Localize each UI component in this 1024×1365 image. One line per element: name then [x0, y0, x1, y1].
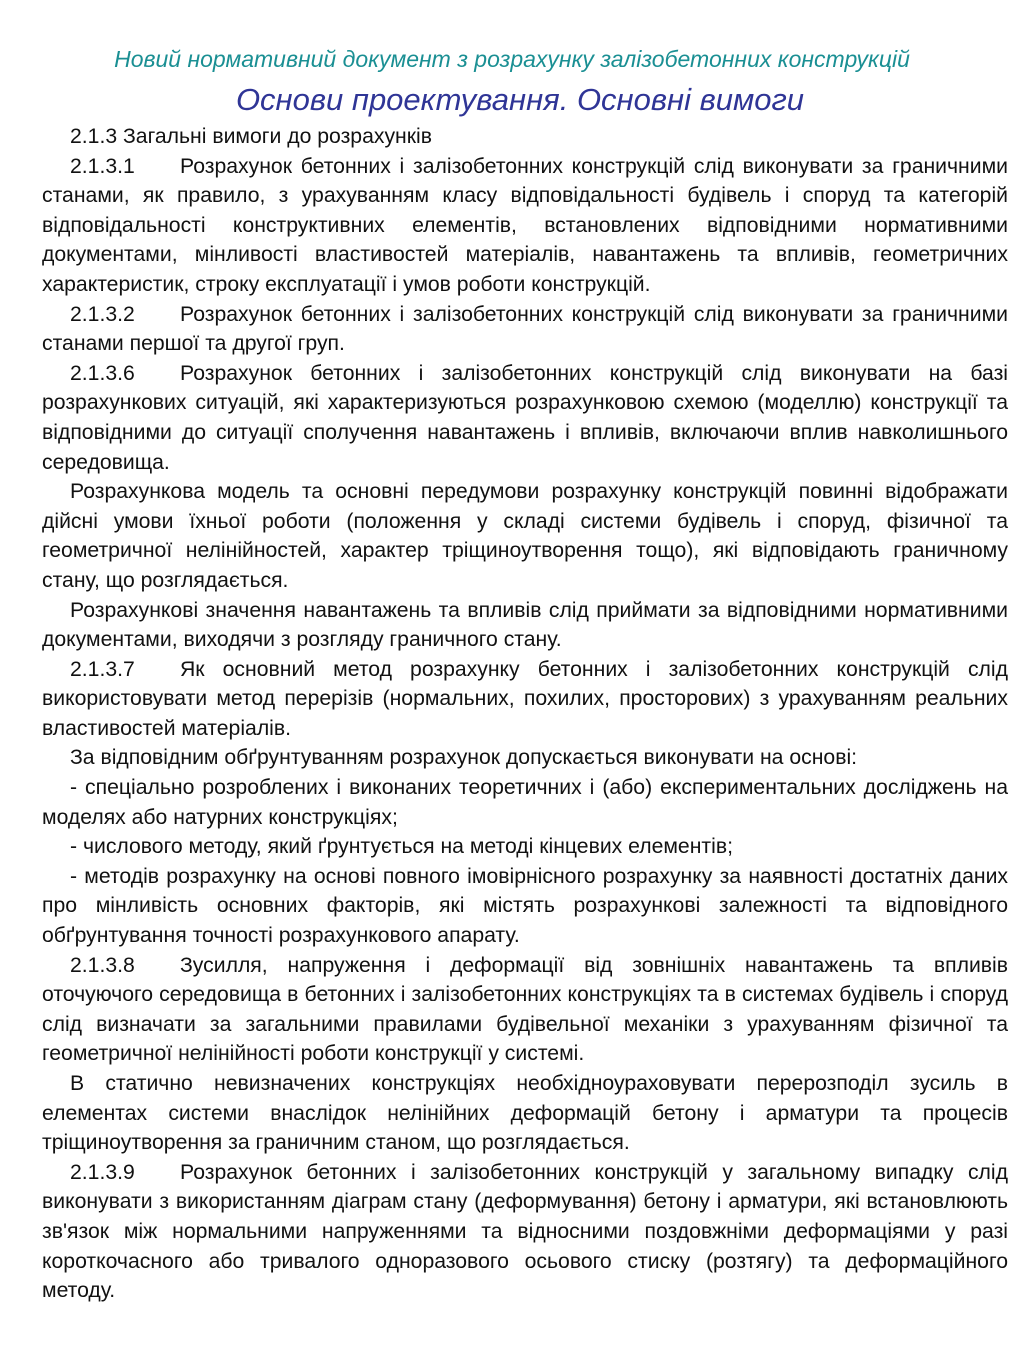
paragraph-text: - методів розрахунку на основі повного імовірнісного розрахунку за наявності достатніх даних про мінливість основних факторів, які містять розрахункові залежності та відповідного обґрунтування точності розрахункового апарату.: [42, 864, 1008, 948]
paragraph: [42, 359, 1008, 477]
paragraph: [42, 477, 1008, 595]
clause-number: 2.1.3.2: [70, 302, 135, 326]
clause-number: 2.1.3.7: [70, 657, 135, 681]
paragraph-text: За відповідним обґрунтуванням розрахунок допускається виконувати на основі:: [70, 746, 858, 770]
document-title: Основи проектування. Основні вимоги: [235, 82, 805, 117]
paragraph: [42, 1069, 1008, 1158]
paragraph-text: Розрахунок бетонних і залізобетонних конструкцій слід виконувати за граничними станами першої та другої груп.: [42, 302, 1008, 356]
list-item: [42, 862, 1008, 951]
paragraph-text: Розрахунок бетонних і залізобетонних конструкцій слід виконувати за граничними станами, як правило, з урахуванням класу відповідальності будівель і споруд та категорій відповідальності конструктивних елементів, встановлених відповідними нормативними документами, мінливості властивостей матеріалів, навантажень та впливів, геометричних характеристик, строку експлуатації і умов роботи конструкцій.: [42, 154, 1008, 296]
paragraph: [42, 951, 1008, 1069]
paragraph-text: Розрахунок бетонних і залізобетонних конструкцій слід виконувати на базі розрахункових ситуацій, які характеризуються розрахунковою схемою (моделлю) конструкції та відповідними до ситуації сполучення навантажень і впливів, включаючи вплив навколишнього середовища.: [42, 361, 1008, 474]
paragraph-text: Розрахункові значення навантажень та впливів слід приймати за відповідними нормативними документами, виходячи з розгляду граничного стану.: [42, 598, 1008, 652]
paragraph: [42, 152, 1008, 300]
paragraph-text: В статично невизначених конструкціях необхідноураховувати перерозподіл зусиль в елементах системи внаслідок нелінійних деформацій бетону і арматури та процесів тріщиноутворення за граничним станом, що розглядається.: [42, 1072, 1008, 1155]
list-item: [42, 773, 1008, 832]
paragraph: [42, 596, 1008, 655]
document-body: [42, 122, 1008, 1306]
paragraph: [42, 300, 1008, 359]
document-subtitle: Новий нормативний документ з розрахунку залізобетонних конструкцій: [114, 46, 910, 72]
list-item: [42, 832, 1008, 862]
paragraph: [42, 743, 1008, 773]
clause-number: 2.1.3.1: [70, 154, 135, 178]
clause-number: 2.1.3.8: [70, 953, 135, 977]
section-heading: 2.1.3 Загальні вимоги до розрахунків: [70, 125, 432, 148]
paragraph-text: Розрахунок бетонних і залізобетонних конструкцій у загальному випадку слід виконувати з використанням діаграм стану (деформування) бетону і арматури, які встановлюють зв'язок між нормальними напруженнями та відносними поздовжніми деформаціями у разі короткочасного або тривалого одноразового осьового стиску (розтягу) та деформаційного методу.: [42, 1160, 1008, 1303]
clause-number: 2.1.3.9: [70, 1160, 135, 1184]
paragraph-text: Розрахункова модель та основні передумови розрахунку конструкцій повинні відображати дійсні умови їхньої роботи (положення у складі системи будівель і споруд, фізичної та геометричної нелінійностей, характер тріщиноутворення тощо), які відповідають граничному стану, що розглядається.: [42, 480, 1008, 592]
clause-number: 2.1.3.6: [70, 361, 135, 385]
paragraph: [42, 655, 1008, 744]
paragraph: [42, 1158, 1008, 1306]
paragraph-text: - спеціально розроблених і виконаних теоретичних і (або) експериментальних досліджень на моделях або натурних конструкціях;: [42, 776, 1008, 829]
paragraph-text: - числового методу, який ґрунтується на методі кінцевих елементів;: [70, 835, 733, 859]
paragraph-text: Зусилля, напруження і деформації від зовнішніх навантажень та впливів оточуючого середовища в бетонних і залізобетонних конструкціях та в системах будівель і споруд слід визначати за загальними правилами будівельної механіки з урахуванням фізичної та геометричної нелінійності роботи конструкції у системі.: [42, 953, 1008, 1066]
paragraph-text: Як основний метод розрахунку бетонних і залізобетонних конструкцій слід використовувати метод перерізів (нормальних, похилих, просторових) з урахуванням реальних властивостей матеріалів.: [42, 657, 1008, 740]
